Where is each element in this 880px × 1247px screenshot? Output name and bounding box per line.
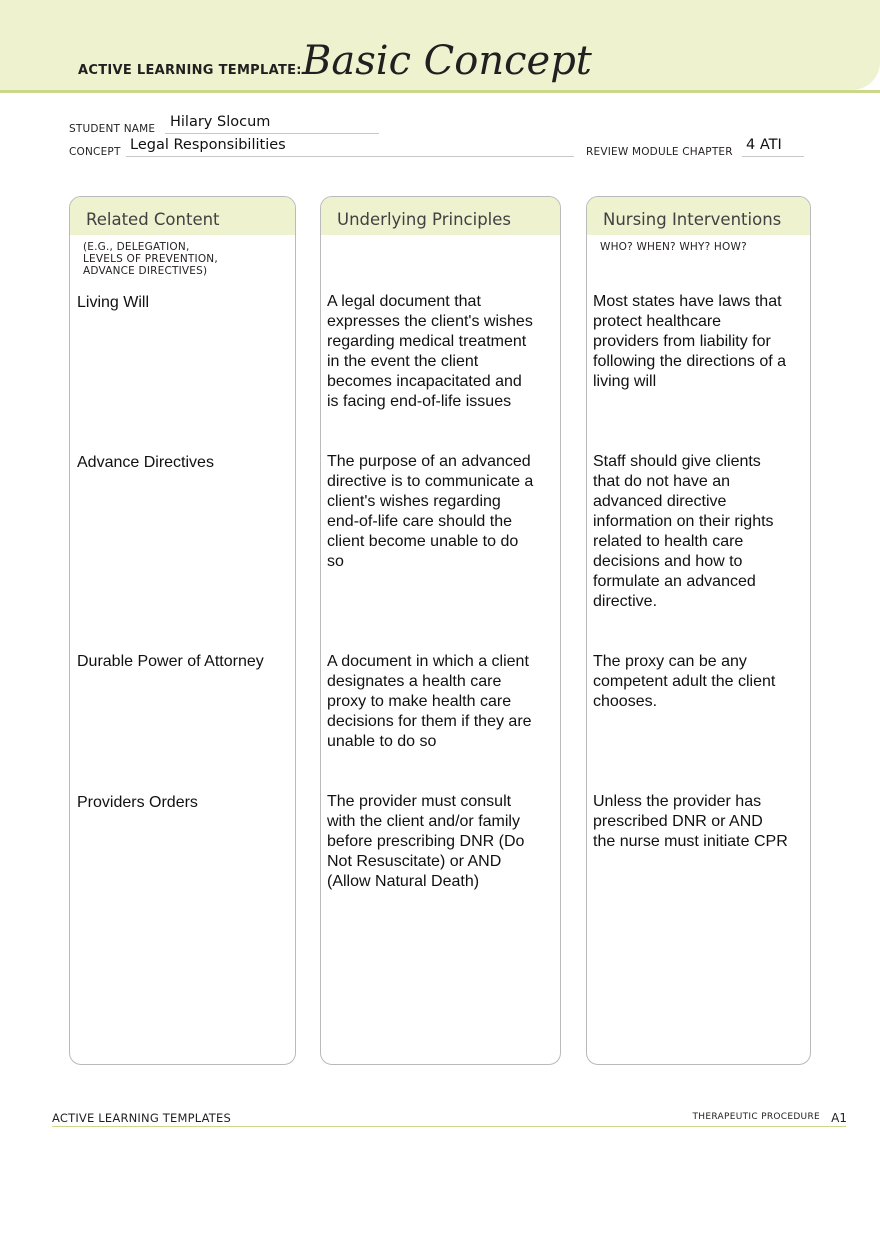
related-content-heading: Related Content bbox=[70, 197, 295, 235]
template-title: Basic Concept bbox=[302, 38, 592, 84]
concept-label: CONCEPT bbox=[69, 146, 121, 158]
nursing-interventions-card bbox=[586, 196, 811, 1065]
related-content-item: Durable Power of Attorney bbox=[77, 653, 264, 670]
related-content-card bbox=[69, 196, 296, 1065]
principle-text: The provider must consult with the client and/or family before prescribing DNR (Do Not Resuscitate) or AND (Allow Natural Death) bbox=[327, 793, 525, 890]
concept-underline bbox=[126, 156, 574, 157]
nursing-interventions-heading: Nursing Interventions bbox=[587, 197, 810, 235]
footer-page-code: A1 bbox=[831, 1111, 847, 1125]
underlying-principles-heading: Underlying Principles bbox=[321, 197, 560, 235]
related-content-item: Living Will bbox=[77, 294, 150, 311]
student-name-label: STUDENT NAME bbox=[69, 123, 156, 135]
template-label: ACTIVE LEARNING TEMPLATE: bbox=[78, 63, 302, 78]
related-content-item: Advance Directives bbox=[77, 454, 214, 471]
related-content-item: Providers Orders bbox=[77, 794, 198, 811]
review-module-label: REVIEW MODULE CHAPTER bbox=[586, 146, 733, 158]
principle-text: A document in which a client designates a health care proxy to make health care decisions for them if they are unable to do so bbox=[327, 653, 532, 750]
nursing-interventions-hint: WHO? WHEN? WHY? HOW? bbox=[600, 241, 747, 253]
student-name-field[interactable]: Hilary Slocum bbox=[170, 114, 271, 130]
header-divider bbox=[0, 90, 880, 93]
footer-template-type: THERAPEUTIC PROCEDURE bbox=[692, 1112, 820, 1122]
footer-series-label: ACTIVE LEARNING TEMPLATES bbox=[52, 1111, 231, 1125]
principle-text: A legal document that expresses the client's wishes regarding medical treatment in the event the client becomes incapacitated and is facing end-of-life issues bbox=[327, 293, 533, 410]
intervention-text: Most states have laws that protect healthcare providers from liability for following the directions of a living will bbox=[593, 293, 786, 390]
review-module-field[interactable]: 4 ATI bbox=[746, 137, 782, 153]
related-content-hint: (E.G., DELEGATION, LEVELS OF PREVENTION, ADVANCE DIRECTIVES) bbox=[83, 241, 218, 277]
intervention-text: Staff should give clients that do not have an advanced directive information on their rights related to health care decisions and how to formulate an advanced directive. bbox=[593, 453, 774, 610]
underlying-principles-card bbox=[320, 196, 561, 1065]
intervention-text: Unless the provider has prescribed DNR or AND the nurse must initiate CPR bbox=[593, 793, 788, 850]
student-name-underline bbox=[165, 133, 379, 134]
review-module-underline bbox=[742, 156, 804, 157]
intervention-text: The proxy can be any competent adult the client chooses. bbox=[593, 653, 776, 710]
principle-text: The purpose of an advanced directive is to communicate a client's wishes regarding end-of-life care should the client become unable to do so bbox=[327, 453, 534, 570]
footer-divider bbox=[52, 1126, 846, 1127]
concept-field[interactable]: Legal Responsibilities bbox=[130, 137, 286, 153]
